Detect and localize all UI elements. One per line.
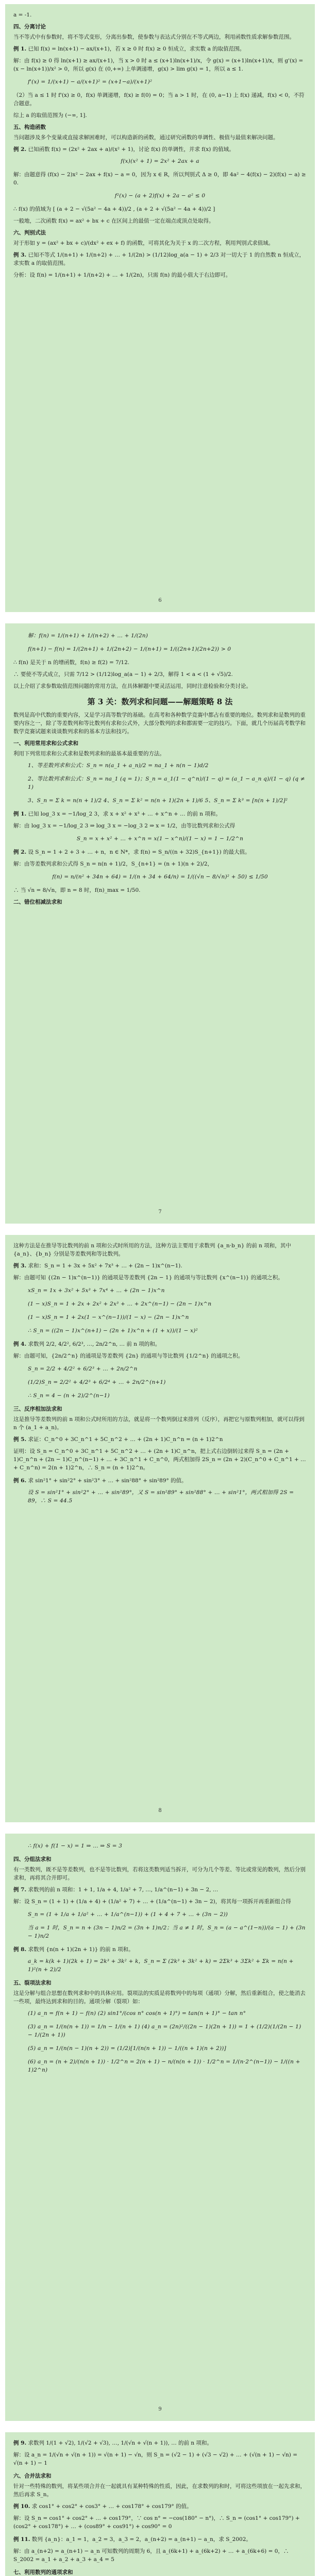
example-text: 求数列 1/(1 + √2), 1/(√2 + √3), …, 1/(√n + √(n + 1)), … 的前 n 项和。	[28, 2440, 212, 2446]
example-label: 例 10.	[13, 2503, 30, 2510]
example-3	[13, 1262, 307, 1270]
example-label: 例 1.	[13, 46, 27, 52]
intro-line: a = -1.	[13, 12, 32, 18]
solution-text: 解：由题可知，{2n/2^n} 的通项是等差数列 {2n} 的通项与等比数列 {1/2^n} 的通项之积。	[13, 1353, 244, 1359]
section-title: 六、判别式法	[13, 230, 46, 236]
formula: (6) a_n = (n + 2)/(n(n + 1)) · 1/2^n = 2(n + 1) − n/(n(n + 1)) · 1/2^n = 1/(n·2^(n−1)) − 1/((n + 1)2^n)	[28, 2059, 300, 2073]
document-page-5	[5, 2432, 315, 2576]
example-label: 例 2.	[13, 849, 27, 855]
example-text: 设 S_n = 1 + 2 + 3 + … + n，n ∈ N*，求 f(n) = S_n/((n + 32)S_{n+1}) 的最大值。	[28, 849, 250, 855]
example-text: 求 sin²1° + sin²2° + sin²3° + … + sin²88° + sin²89° 的值。	[28, 1478, 187, 1484]
example-3	[13, 251, 307, 267]
solution-conclusion: ∴ 当 √n = 8/√n，即 n = 8 时，f(n)_max = 1/50.	[13, 887, 141, 893]
equation: a_k = k(k + 1)(2k + 1) = 2k³ + 3k² + k，S_n = Σ (2k³ + 3k² + k) = 2Σk³ + 3Σk² + Σk = n(n + 1)²(n + 2)/2	[28, 1958, 294, 1973]
section-title: 三、反序相加法求和	[13, 1406, 62, 1412]
example-2	[13, 848, 307, 856]
example-6	[13, 1477, 307, 1485]
example-9	[13, 2439, 307, 2447]
example-8	[13, 1945, 307, 1954]
solution-line: ∴ 要使不等式成立，只需 7/12 > (1/12)log_a(a − 1) + 2/3，解得 1 < a < (1 + √5)/2.	[13, 671, 233, 677]
formula: 2、等比数列求和公式：S_n = na_1 (q = 1)；S_n = a_1(1 − q^n)/(1 − q) = (a_1 − a_n q)/(1 − q) (q ≠ 1)	[28, 776, 305, 790]
example-5	[13, 1435, 307, 1444]
summary-line: 以上介绍了求参数取值范围问题的常用方法，在具体解题中要灵活运用，同时注意检验和分类讨论。	[13, 683, 251, 689]
solution-note: （2）当 a ≤ 1 时 f'(x) ≥ 0，f(x) 单调递增，f(x) ≥ f(0) = 0；当 a > 1 时，在 (0, a−1) 上 f(x) 递减，f(x) < 0，不符合题意。	[13, 92, 305, 107]
equation: 设 S = sin²1° + sin²2° + … + sin²89°，又 S = sin²89° + sin²88° + … + sin²1°，两式相加得 2S = 89，∴ S = 44.5	[28, 1489, 294, 1504]
example-text: 求数列 2/2, 4/2², 6/2³, …, 2n/2^n, … 前 n 项的和。	[28, 1341, 161, 1347]
section-text: 针对一些特殊的数列，将某些项合并在一起就具有某种特殊的性质，因此，在求数列的和时，可将这些项放在一起先求和，然后再求 S_n。	[13, 2483, 306, 2498]
section-text: 有一类数列，既不是等差数列，也不是等比数列，若将这类数列适当拆开，可分为几个等差、等比或常见的数列，然后分别求和，再将其合并即可。	[13, 1867, 306, 1881]
example-label: 例 3.	[13, 1263, 27, 1269]
formula: 1、等差数列求和公式：S_n = n(a_1 + a_n)/2 = na_1 + n(n − 1)d/2	[28, 762, 209, 769]
equation: ∴ f(x) + f(1 − x) = 1 ⇒ … ⇒ S = 3	[28, 1843, 123, 1849]
section-text: 对于形如 y = (ax² + bx + c)/(dx² + ex + f) 的函数，可将其化为关于 x 的二次方程，利用判别式求值域。	[13, 240, 274, 246]
equation: f(n+1) − f(n) = 1/(2n+1) + 1/(2n+2) − 1/(n+1) = 1/((2n+1)(2n+2)) > 0	[28, 646, 231, 652]
example-label: 例 4.	[13, 1341, 27, 1347]
formula: 3、S_n = Σ k = n(n + 1)/2 4、S_n = Σ k² = n(n + 1)(2n + 1)/6 5、S_n = Σ k³ = [n(n + 1)/2]²	[28, 798, 288, 804]
section-title: 五、裂项法求和	[13, 1980, 52, 1986]
example-text: 求 cos1° + cos2° + cos3° + … + cos178° + cos179° 的值。	[31, 2503, 192, 2510]
formula: (3) a_n = 1/(n(n + 1)) = 1/n − 1/(n + 1) (4) a_n = (2n)²/((2n − 1)(2n + 1)) = 1 + (1/2)(1/(2n − 1) − 1/(2n + 1))	[28, 2024, 301, 2038]
example-text: 已知不等式 1/(n+1) + 1/(n+2) + … + 1/(2n) > (1/12)log_a(a − 1) + 2/3 对一切大于 1 的自然数 n 恒成立，求实数 a 的取值范围。	[13, 252, 305, 266]
section-text: 这种方法是在推导等比数列的前 n 项和公式时所用的方法，这种方法主要用于求数列 {a_n·b_n} 的前 n 项和，其中 {a_n}、{b_n} 分别是等差数列和等比数列。	[13, 1243, 291, 1257]
equation: ∴ S_n = ((2n − 1)x^(n+1) − (2n + 1)x^n + (1 + x))/(1 − x)²	[28, 1328, 198, 1334]
page-number: 8	[158, 1808, 162, 1814]
chapter-title: 第 3 关：数列求和问题——解题策略 8 法	[87, 697, 233, 706]
solution-conclusion: 综上 a 的取值范围为 (−∞, 1].	[13, 112, 87, 118]
section-text: 这是分解与组合思想在数列求和中的具体应用。裂项法的实质是将数列中的每项（通项）分解，然后重新组合，使之能消去一些项，最终达到求和的目的。通项分解（裂项）如：	[13, 1990, 306, 2005]
example-text: 已知函数 f(x) = (2x² + 2ax + a)/(x² + 1)，讨论 f(x) 的单调性，并求 f(x) 的值域。	[28, 146, 234, 152]
section-title: 一、利用常用求和公式求和	[13, 740, 78, 747]
example-1	[13, 810, 307, 818]
example-text: 已知 log_3 x = −1/log_2 3，求 x + x² + x³ + … + x^n + … 的前 n 项和。	[28, 811, 221, 817]
equation: 解：f(n) = 1/(n+1) + 1/(n+2) + … + 1/(2n)	[28, 633, 148, 639]
example-text: 已知 f(x) = ln(x+1) − ax/(x+1)，若 x ≥ 0 时 f(x) ≥ 0 恒成立，求实数 a 的取值范围。	[28, 46, 245, 52]
equation: f(x)(x² + 1) = 2x² + 2ax + a	[121, 158, 199, 164]
solution-text: 解：由题可知 {(2n − 1)x^(n−1)} 的通项是等差数列 {2n − 1} 的通项与等比数列 {x^(n−1)} 的通项之积。	[13, 1275, 283, 1281]
solution-note: 一般地，二次函数 f(x) = ax² + bx + c 在区间上的最值一定在端点或顶点处取得。	[13, 218, 214, 224]
example-7	[13, 1886, 307, 1894]
equation: S_n = (1 + 1/a + 1/a² + … + 1/a^(n−1)) + (1 + 4 + 7 + … + (3n − 2))	[28, 1911, 228, 1918]
example-4	[13, 1340, 307, 1348]
equation: xS_n = 1x + 3x² + 5x³ + 7x⁴ + … + (2n − 1)x^n	[28, 1287, 165, 1294]
example-label: 例 11.	[13, 2536, 30, 2543]
example-label: 例 9.	[13, 2440, 27, 2446]
chapter-intro: 数列是高中代数的重要内容，又是学习高等数学的基础。在高考和各种数学竞赛中都占有重要的地位。数列求和是数列的重要内容之一，除了等差数列和等比数列有求和公式外，大部分数列的求和都需要一定的技巧。下面，就几个历届高考数学和数学竞赛试题来谈谈数列求和的基本方法和技巧。	[13, 712, 306, 735]
example-2	[13, 145, 307, 154]
solution-text: 解：由等差数列求和公式得 S_n = n(n + 1)/2，S_{n+1} = (n + 1)(n + 2)/2，	[13, 861, 213, 867]
example-11	[13, 2535, 307, 2544]
formula: (1) a_n = f(n + 1) − f(n) (2) sin1°/(cos n° cos(n + 1)°) = tan(n + 1)° − tan n°	[28, 2010, 246, 2016]
equation: 当 a = 1 时，S_n = n + (3n − 1)n/2 = (3n + 1)n/2；当 a ≠ 1 时，S_n = (a − a^(1−n))/(a − 1) + (3n − 1)n/2	[28, 1925, 306, 1939]
solution-text: 解：设 S_n = cos1° + cos2° + … + cos179°，∵ cos n° = −cos(180° − n°)，∴ S_n = (cos1° + cos179°) + (cos2° + cos178°) + … + (cos89° + cos91°) + cos90° = 0	[13, 2515, 300, 2530]
document-page-1	[5, 4, 315, 612]
equation: (1 − x)S_n = 1 + 2x(1 − x^(n−1))/(1 − x) − (2n − 1)x^n	[28, 1314, 189, 1320]
section-text: 当问题涉及多个变量或直接求解困难时，可以构造新的函数，通过研究函数的单调性、极值与最值来解决问题。	[13, 134, 279, 141]
solution-text: 分析：设 f(n) = 1/(n+1) + 1/(n+2) + … + 1/(2n)，只需 f(n) 的最小值大于右边即可。	[13, 272, 231, 278]
solution-text: 解：由 a_(n+2) = a_(n+1) − a_n 可知数列的周期为 6，且 a_(6k+1) + a_(6k+2) + … + a_(6k+6) = 0，∴ S_2002 = a_1 + a_2 + a_3 + a_4 = 5	[13, 2548, 289, 2563]
document-page-3	[5, 1235, 315, 1822]
example-1	[13, 45, 307, 53]
section-text: 当不等式中有参数时，将不等式变形，分离出参数，使参数与表达式分别在不等式两边，利用函数性质求解参数范围。	[13, 34, 295, 40]
document-page-2	[5, 623, 315, 1224]
example-label: 例 6.	[13, 1478, 27, 1484]
formula: (5) a_n = 1/(n(n − 1)(n + 2)) = (1/2)[1/(n(n + 1)) − 1/((n + 1)(n + 2))]	[28, 2045, 226, 2052]
section-text: 这是推导等差数列的前 n 项和公式时所用的方法，就是将一个数列倒过来排列（反序），再把它与原数列相加，就可以得到 n 个 (a_1 + a_n)。	[13, 1416, 305, 1431]
section-text: 利用下列常用求和公式求和是数列求和的最基本最重要的方法。	[13, 751, 165, 757]
example-text: 求和：S_n = 1 + 3x + 5x² + 7x³ + … + (2n − 1)x^(n−1).	[28, 1263, 182, 1269]
solution-text: 解：由 log_3 x = −1/log_2 3 ⇒ log_3 x = −log_3 2 ⇒ x = 1/2，由等比数列求和公式得	[13, 823, 235, 829]
equation: f(n) = n/(n² + 34n + 64) = 1/(n + 34 + 64/n) = 1/((√n − 8/√n)² + 50) ≤ 1/50	[52, 874, 268, 880]
solution-line: ∴ f(n) 是关于 n 的增函数，f(n) ≥ f(2) = 7/12.	[13, 659, 130, 666]
example-label: 例 3.	[13, 252, 27, 258]
document-page-4	[5, 1834, 315, 2421]
solution-text: 解：设 a_n = 1/(√n + √(n + 1)) = √(n + 1) − √n，则 S_n = (√2 − 1) + (√3 − √2) + … + (√(n + 1) − √n) = √(n + 1) − 1	[13, 2452, 298, 2466]
example-label: 例 2.	[13, 146, 27, 152]
section-title: 五、构造函数	[13, 124, 46, 130]
section-title: 二、错位相减法求和	[13, 899, 62, 905]
page-number: 9	[158, 2406, 162, 2412]
example-text: 求数列的前 n 项和：1 + 1, 1/a + 4, 1/a² + 7, …, 1/a^(n−1) + 3n − 2, …	[28, 1887, 218, 1893]
section-title: 四、分离讨论	[13, 24, 46, 30]
example-text: 求证：C_n^0 + 3C_n^1 + 5C_n^2 + … + (2n + 1)C_n^n = (n + 1)2^n	[28, 1436, 223, 1443]
solution-text: 解：由题意得 (f(x) − 2)x² − 2ax + f(x) − a = 0，因为 x ∈ R，所以判别式 Δ ≥ 0，即 4a² − 4(f(x) − 2)(f(x) − a) ≥ 0.	[13, 172, 306, 186]
example-label: 例 1.	[13, 811, 27, 817]
example-text: 数列 {a_n}：a_1 = 1，a_2 = 3，a_3 = 2，a_(n+2) = a_(n+1) − a_n，求 S_2002。	[31, 2536, 251, 2543]
solution-text: 证明：设 S_n = C_n^0 + 3C_n^1 + 5C_n^2 + … + (2n + 1)C_n^n，把上式右边倒转过来得 S_n = (2n + 1)C_n^n + (2n − 1)C_n^(n−1) + … + 3C_n^1 + C_n^0，两式相加得 2S_n = (2n + 2)(C_n^0 + C_n^1 + … + C_n^n) = 2(n + 1)2^n，∴ S_n = (n + 1)2^n。	[13, 1448, 306, 1471]
equation: S_n = x + x² + … + x^n = x(1 − x^n)/(1 − x) = 1 − 1/2^n	[76, 836, 244, 842]
solution-conclusion: ∴ f(x) 的值域为 [ (a + 2 − √(5a² − 4a + 4))/2 , (a + 2 + √(5a² − 4a + 4))/2 ]	[13, 206, 215, 212]
section-title: 六、合并法求和	[13, 2473, 52, 2479]
equation: f²(x) − (a + 2)f(x) + 2a − a² ≤ 0	[114, 193, 206, 199]
section-title: 七、利用数列的通项求和	[13, 2569, 73, 2575]
section-title: 四、分组法求和	[13, 1856, 52, 1862]
equation: ∴ S_n = 4 − (n + 2)/2^(n−1)	[28, 1393, 110, 1399]
example-10	[13, 2502, 307, 2511]
page-number: 6	[158, 598, 162, 603]
solution-text: 解：设 S_n = (1 + 1) + (1/a + 4) + (1/a² + 7) + … + (1/a^(n−1) + 3n − 2)，将其每一项拆开再重新组合得	[13, 1899, 291, 1905]
example-label: 例 5.	[13, 1436, 27, 1443]
example-text: 求数列 {n(n + 1)(2n + 1)} 的前 n 项和。	[28, 1946, 134, 1953]
example-label: 例 7.	[13, 1887, 27, 1893]
page-number: 7	[158, 1209, 162, 1215]
example-label: 例 8.	[13, 1946, 27, 1953]
equation: (1/2)S_n = 2/2² + 4/2³ + 6/2⁴ + … + 2n/2^(n+1)	[28, 1379, 166, 1385]
equation: S_n = 2/2 + 4/2² + 6/2³ + … + 2n/2^n	[28, 1366, 138, 1372]
equation: f'(x) = 1/(x+1) − a/(x+1)² = (x+1−a)/(x+1)²	[28, 79, 153, 85]
solution-text: 解：由 f(x) ≥ 0 得 ln(x+1) ≥ ax/(x+1)，当 x > 0 时 a ≤ (x+1)ln(x+1)/x，令 g(x) = (x+1)ln(x+1)/x，则 g'(x) = (x − ln(x+1))/x² > 0，所以 g(x) 在 (0,+∞) 上单调递增，g(x) > lim g(x) = 1，所以 a ≤ 1.	[13, 58, 304, 72]
equation: (1 − x)S_n = 1 + 2x + 2x² + 2x³ + … + 2x^(n−1) − (2n − 1)x^n	[28, 1301, 212, 1307]
